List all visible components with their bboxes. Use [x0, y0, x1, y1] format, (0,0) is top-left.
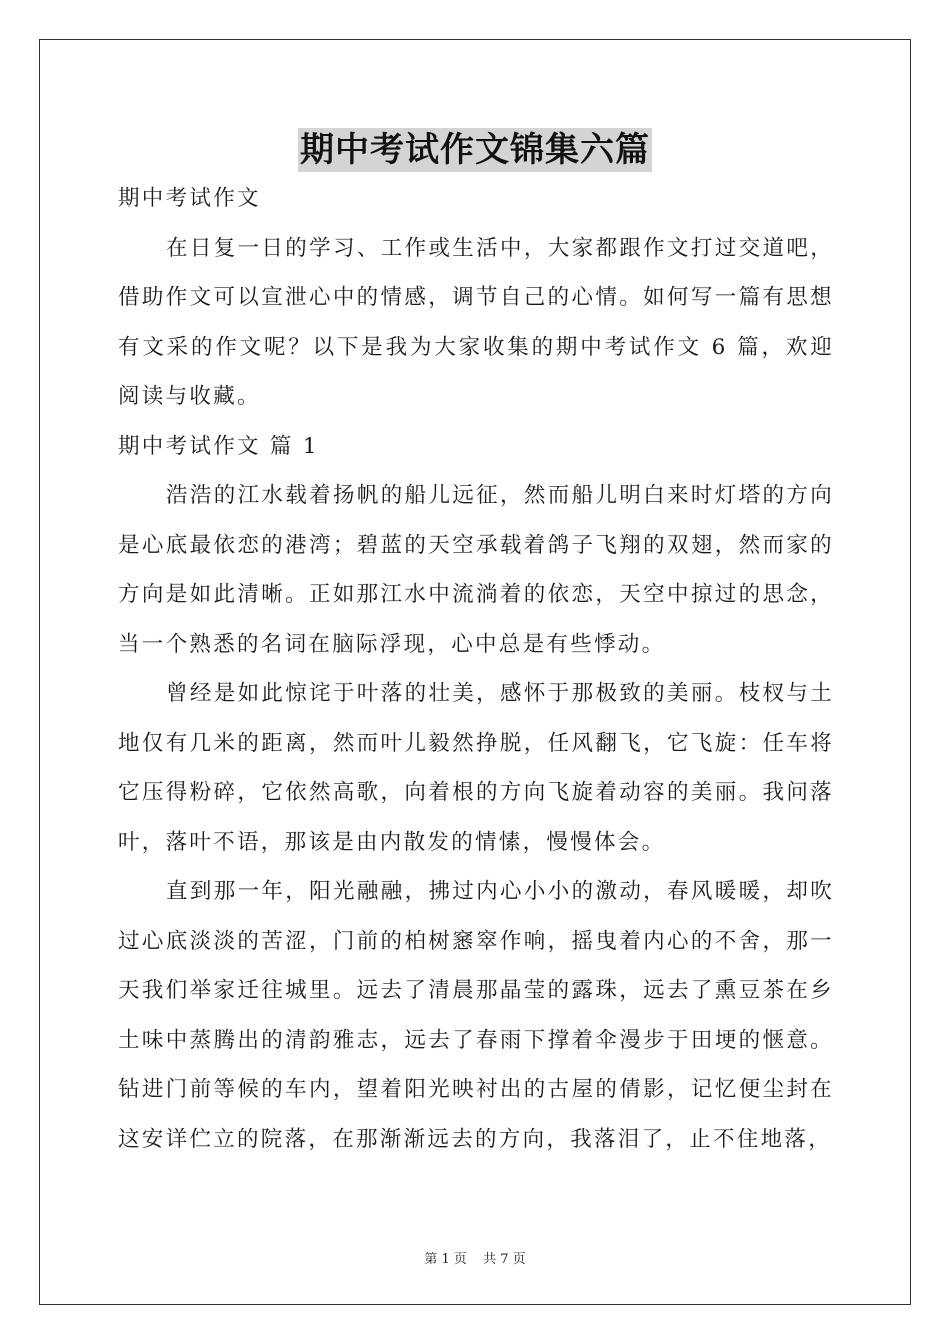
- document-body: [118, 174, 834, 1164]
- paragraph: 期中考试作文: [118, 186, 261, 211]
- paragraph: 曾经是如此惊诧于叶落的壮美，感怀于那极致的美丽。枝杈与土地仅有几米的距离，然而叶儿毅然挣脱，任风翻飞，它飞旋：任车将它压得粉碎，它依然高歌，向着根的方向飞旋着动容的美丽。我问落叶，落叶不语，那该是由内散发的情愫，慢慢体会。: [118, 681, 834, 855]
- page-total: 共 7 页: [483, 1252, 526, 1267]
- paragraph: 浩浩的江水载着扬帆的船儿远征，然而船儿明白来时灯塔的方向是心底最依恋的港湾；碧蓝的天空承载着鸽子飞翔的双翅，然而家的方向是如此清晰。正如那江水中流淌着的依恋，天空中掠过的思念，当一个熟悉的名词在脑际浮现，心中总是有些悸动。: [118, 483, 834, 657]
- paragraph: 在日复一日的学习、工作或生活中，大家都跟作文打过交道吧，借助作文可以宣泄心中的情感，调节自己的心情。如何写一篇有思想有文采的作文呢？以下是我为大家收集的期中考试作文 6 篇，欢迎阅读与收藏。: [118, 235, 834, 409]
- page-number: 第 1 页: [424, 1252, 467, 1267]
- section-heading: 期中考试作文 篇 1: [118, 433, 319, 459]
- title-container: [0, 128, 950, 172]
- page-footer: [0, 1248, 950, 1267]
- paragraph: 直到那一年，阳光融融，拂过内心小小的激动，春风暖暖，却吹过心底淡淡的苦涩，门前的柏树窸窣作响，摇曳着内心的不舍，那一天我们举家迁往城里。远去了清晨那晶莹的露珠，远去了熏豆茶在乡土味中蒸腾出的清韵雅志，远去了春雨下撑着伞漫步于田埂的惬意。钻进门前等候的车内，望着阳光映衬出的古屋的倩影，记忆便尘封在这安详伫立的院落，在那渐渐远去的方向，我落泪了，止不住地落，: [118, 879, 834, 1152]
- document-title: 期中考试作文锦集六篇: [300, 130, 650, 170]
